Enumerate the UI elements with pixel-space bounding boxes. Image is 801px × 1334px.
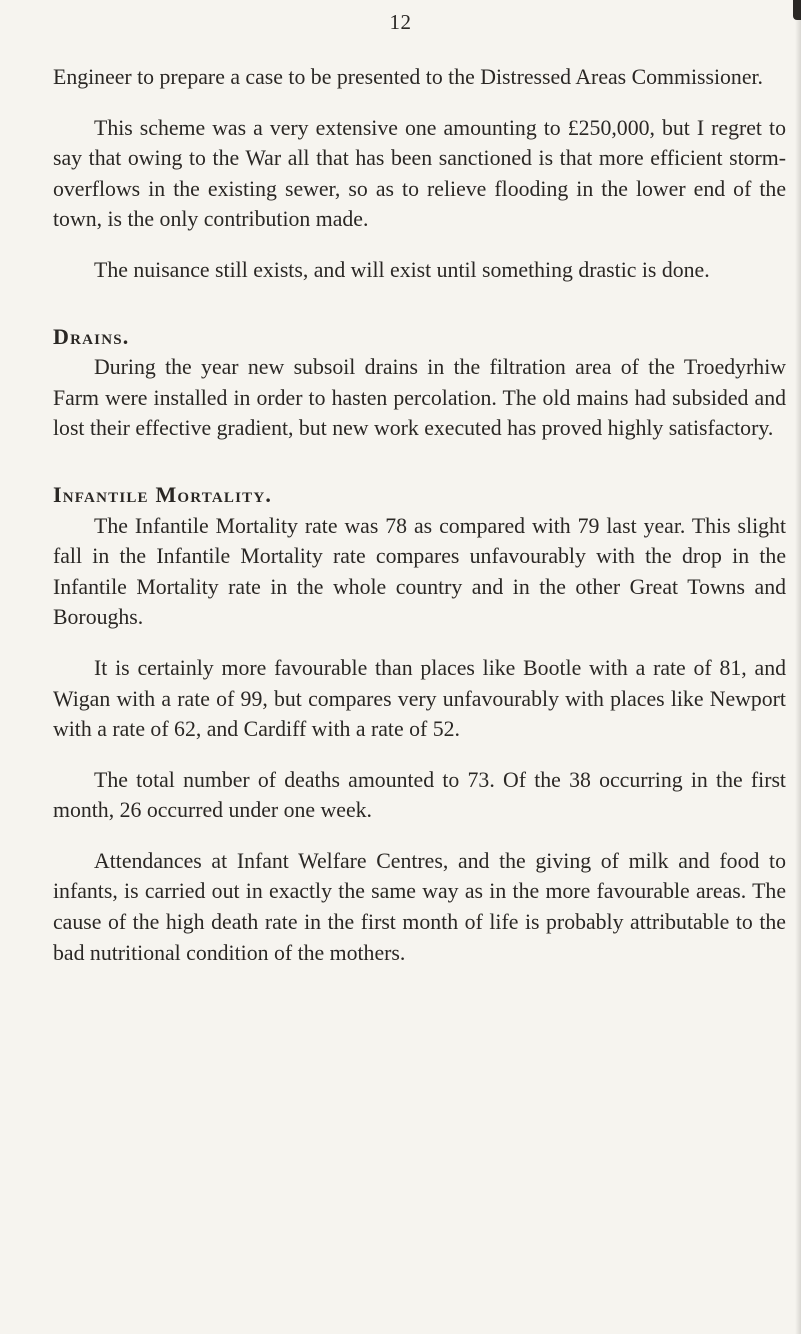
paragraph-mortality-rate: The Infantile Mortality rate was 78 as compared with 79 last year. This slight fall in the Infantile Mortality rate compares unfavourably with the drop in the Infantile Mortality rate in the whole country and in the other Great Towns and Boroughs. [53,513,786,630]
paragraph-nuisance: The nuisance still exists, and will exist until something drastic is done. [94,257,710,282]
paragraph-deaths: The total number of deaths amounted to 73. Of the 38 occurring in the first month, 26 occurred under one week. [53,767,786,823]
heading-drains: Drains. [53,323,130,349]
paragraph-welfare-centres: Attendances at Infant Welfare Centres, and the giving of milk and food to infants, is carried out in exactly the same way as in the more favourable areas. The cause of the high death rate in the first month of life is probably attributable to the bad nutritional condition of the mothers. [53,848,786,965]
page-body [53,62,786,968]
paragraph-comparison: It is certainly more favourable than places like Bootle with a rate of 81, and Wigan with a rate of 99, but compares very unfavourably with places like Newport with a rate of 62, and Cardiff with a rate of 52. [53,655,786,742]
heading-infantile-mortality: Infantile Mortality. [53,481,273,507]
paragraph-scheme: This scheme was a very extensive one amounting to £250,000, but I regret to say that owing to the War all that has been sanctioned is that more efficient storm-overflows in the existing sewer, so as to relieve flooding in the lower end of the town, is the only contribution made. [53,115,786,232]
page-number: 12 [389,10,412,34]
paragraph-engineer: Engineer to prepare a case to be presented to the Distressed Areas Commissioner. [53,65,763,89]
paragraph-drains: During the year new subsoil drains in the filtration area of the Troedyrhiw Farm were installed in order to hasten percolation. The old mains had subsided and lost their effective gradient, but new work executed has proved highly satisfactory. [53,355,786,441]
page-edge-shadow [795,0,801,1334]
